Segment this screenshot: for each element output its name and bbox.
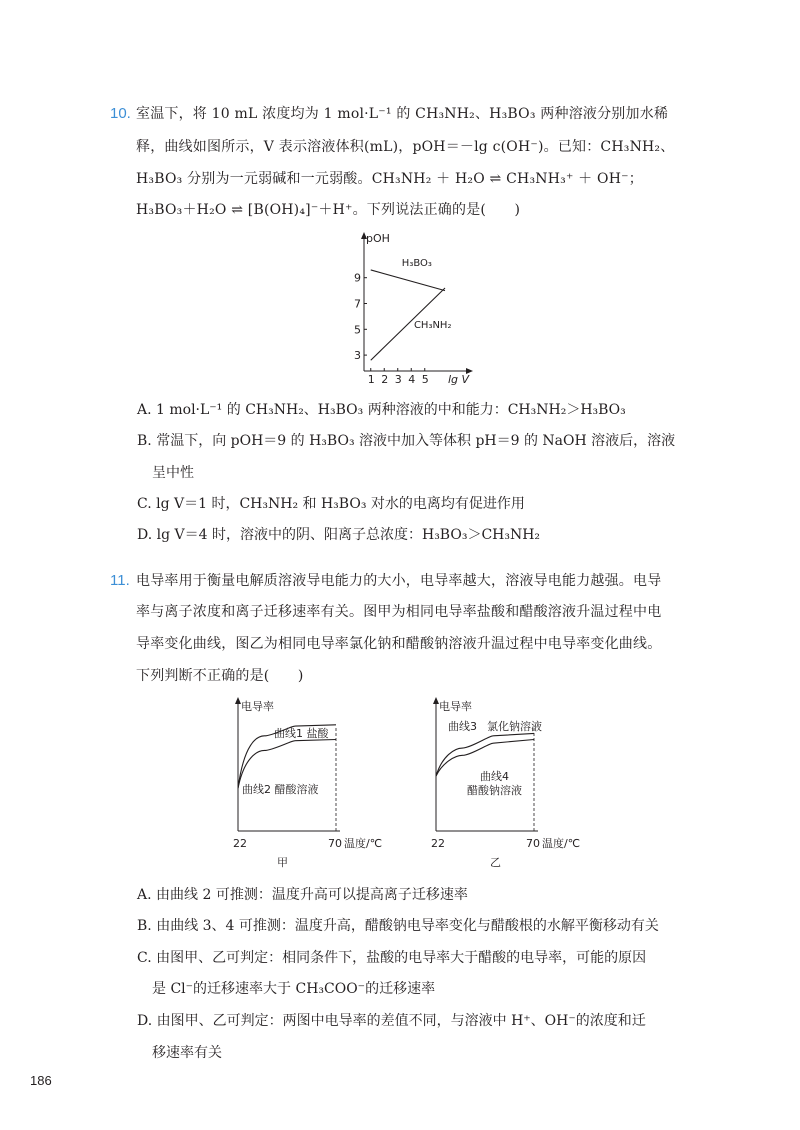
q11-option-a: A. 由曲线 2 可推测：温度升高可以提高离子迁移速率 bbox=[137, 887, 468, 903]
x-tick-70: 70 bbox=[526, 837, 540, 850]
q11-chart-yi bbox=[420, 690, 600, 875]
x-axis-label: 温度/℃ bbox=[344, 837, 383, 850]
q10-stem-line-2: 释，曲线如图所示，V 表示溶液体积(mL)，pOH＝－lg c(OH⁻)。已知：CH₃NH₂、 bbox=[136, 139, 675, 155]
series-line-1 bbox=[371, 270, 445, 291]
curve-3-label: 曲线3 bbox=[448, 720, 477, 733]
x-axis-label: 温度/℃ bbox=[542, 837, 581, 850]
x-axis-label: lg V bbox=[448, 373, 470, 386]
chart-title-jia: 甲 bbox=[277, 856, 288, 869]
q11-stem-line-3: 导率变化曲线，图乙为相同电导率氯化钠和醋酸钠溶液升温过程中电导率变化曲线。 bbox=[136, 636, 662, 652]
q10-stem-line-4: H₃BO₃＋H₂O ⇌ [B(OH)₄]⁻＋H⁺。下列说法正确的是( ) bbox=[136, 202, 521, 218]
q11-option-d-line-2: 移速率有关 bbox=[152, 1045, 222, 1061]
y-axis-label: 电导率 bbox=[241, 700, 274, 713]
y-axis-label: pOH bbox=[366, 232, 390, 245]
q10-stem-line-1: 室温下，将 10 mL 浓度均为 1 mol·L⁻¹ 的 CH₃NH₂、H₃BO₃ 两种溶液分别加水稀 bbox=[136, 106, 669, 122]
q10-option-c: C. lg V＝1 时，CH₃NH₂ 和 H₃BO₃ 对水的电离均有促进作用 bbox=[137, 496, 525, 512]
x-tick-label: 4 bbox=[408, 373, 416, 386]
x-tick-label: 5 bbox=[421, 373, 429, 386]
series-label-2: CH₃NH₂ bbox=[413, 320, 452, 332]
q11-option-b: B. 由曲线 3、4 可推测：温度升高，醋酸钠电导率变化与醋酸根的水解平衡移动有关 bbox=[137, 918, 659, 934]
question-number-11: 11. bbox=[110, 572, 130, 589]
q11-option-c-line-1: C. 由图甲、乙可判定：相同条件下，盐酸的电导率大于醋酸的电导率，可能的原因 bbox=[137, 950, 647, 966]
q10-option-b-line-2: 呈中性 bbox=[152, 465, 194, 481]
y-tick-label: 5 bbox=[354, 323, 361, 337]
q10-option-a: A. 1 mol·L⁻¹ 的 CH₃NH₂、H₃BO₃ 两种溶液的中和能力：CH₃NH₂＞H₃BO₃ bbox=[137, 402, 626, 418]
q11-chart-jia bbox=[222, 690, 402, 875]
curve-3-name: 氯化钠溶液 bbox=[487, 720, 542, 733]
q11-option-d-line-1: D. 由图甲、乙可判定：两图中电导率的差值不同，与溶液中 H⁺、OH⁻的浓度和迁 bbox=[137, 1013, 646, 1029]
q10-option-b-line-1: B. 常温下，向 pOH＝9 的 H₃BO₃ 溶液中加入等体积 pH＝9 的 NaOH 溶液后，溶液 bbox=[137, 433, 676, 449]
q10-option-d: D. lg V＝4 时，溶液中的阴、阳离子总浓度：H₃BO₃＞CH₃NH₂ bbox=[137, 527, 541, 543]
q11-option-c-line-2: 是 Cl⁻的迁移速率大于 CH₃COO⁻的迁移速率 bbox=[152, 981, 436, 997]
chart-title-yi: 乙 bbox=[490, 856, 501, 869]
q11-stem-line-2: 率与离子浓度和离子迁移速率有关。图甲为相同电导率盐酸和醋酸溶液升温过程中电 bbox=[136, 604, 662, 620]
x-tick-label: 3 bbox=[394, 373, 402, 386]
x-tick-label: 1 bbox=[367, 373, 375, 386]
q10-poh-chart bbox=[340, 228, 480, 386]
curve-1-label: 曲线1 盐酸 bbox=[274, 727, 329, 740]
x-tick-22: 22 bbox=[233, 837, 247, 850]
x-tick-22: 22 bbox=[431, 837, 445, 850]
q11-stem-line-4: 下列判断不正确的是( ) bbox=[136, 668, 304, 684]
question-number-10: 10. bbox=[110, 105, 131, 122]
y-tick-label: 7 bbox=[354, 297, 361, 311]
q10-stem-line-3: H₃BO₃ 分别为一元弱碱和一元弱酸。CH₃NH₂ ＋ H₂O ⇌ CH₃NH₃⁺ ＋ OH⁻； bbox=[136, 171, 643, 187]
x-tick-70: 70 bbox=[328, 837, 342, 850]
curve-4-label: 曲线4 bbox=[480, 770, 509, 783]
y-tick-label: 9 bbox=[354, 271, 361, 285]
curve-2-label: 曲线2 醋酸溶液 bbox=[242, 783, 319, 796]
series-label-1: H₃BO₃ bbox=[401, 257, 432, 269]
q11-stem-line-1: 电导率用于衡量电解质溶液导电能力的大小，电导率越大，溶液导电能力越强。电导 bbox=[136, 573, 662, 589]
curve-4-name: 醋酸钠溶液 bbox=[467, 784, 522, 797]
y-axis-label: 电导率 bbox=[439, 700, 472, 713]
y-tick-label: 3 bbox=[354, 349, 361, 363]
page-number: 186 bbox=[30, 1073, 52, 1088]
series-curve-2 bbox=[238, 740, 336, 789]
x-tick-label: 2 bbox=[381, 373, 389, 386]
